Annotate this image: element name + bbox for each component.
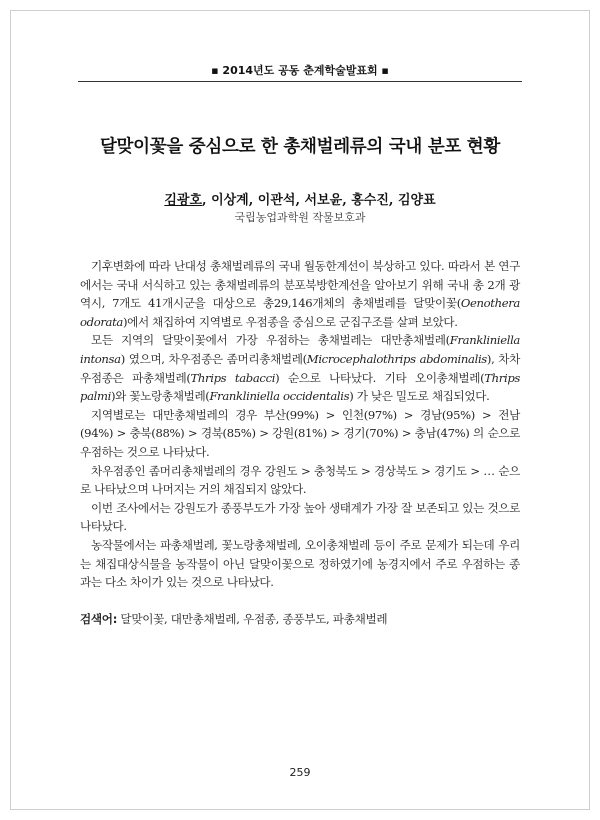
header-rule [78, 81, 522, 82]
scientific-name: Frankliniella intonsa [80, 333, 520, 366]
abstract-paragraph-4: 차우점종인 좀머리총채벌레의 경우 강원도 > 충청북도 > 경상북도 > 경기도 > … 순으로 나타났으며 나머지는 거의 채집되지 않았다. [80, 463, 520, 497]
scientific-name: Thrips tabacci [190, 370, 276, 385]
running-header: ▪ 2014년도 공동 춘계학술발표회 ▪ [211, 64, 389, 77]
abstract-paragraph-6: 농작물에서는 파총채벌레, 꽃노랑총채벌레, 오이총채벌레 등이 주로 문제가 되는데 우리는 채집대상식물을 농작물이 아닌 달맞이꽃으로 정하였기에 농경지에서 주로 우점하는 종과는 다소 차이가 있는 것으로 나타났다. [80, 537, 520, 590]
first-author: 김광호 [164, 193, 203, 208]
abstract-paragraph-5: 이번 조사에서는 강원도가 종풍부도가 가장 높아 생태계가 가장 잘 보존되고 있는 것으로 나타났다. [80, 500, 520, 534]
abstract-paragraph-2: 모든 지역의 달맞이꽃에서 가장 우점하는 총채벌레는 대만총채벌레(Frankliniella intonsa) 였으며, 차우점종은 좀머리총채벌레(Microcephalothrips abdominalis), 차차우점종은 파총채벌레(Thrips tabacci) 순으로 나타났다. 기타 오이총채벌레(Thrips palmi)와 꽃노랑총채벌레(Frankliniella occidentalis) 가 낮은 밀도로 채집되었다. [80, 333, 520, 404]
abstract-paragraph-1: 기후변화에 따라 난대성 총채벌레류의 국내 월동한계선이 북상하고 있다. 따라서 본 연구에서는 국내 서식하고 있는 총채벌레류의 분포북방한계선을 알아보기 위해 국내 총 2개 광역시, 7개도 41개시군을 대상으로 총29,146개체의 총채벌레를 달맞이꽃(Oenothera odorata)에서 채집하여 지역별로 우점종을 중심으로 군집구조를 살펴 보았다. [80, 259, 520, 329]
author-list [40, 189, 560, 208]
scientific-name: Oenothera odorata [80, 296, 520, 329]
abstract-body [80, 257, 520, 592]
keywords-label: 검색어: [80, 612, 118, 626]
scientific-name: Thrips palmi [80, 370, 520, 404]
keywords [80, 610, 520, 628]
paper-title: 달맞이꽃을 중심으로 한 총채벌레류의 국내 분포 현황 [99, 137, 501, 157]
affiliation: 국립농업과학원 작물보호과 [234, 211, 366, 224]
page-number: 259 [289, 766, 311, 779]
scientific-name: Frankliniella occidentalis [209, 389, 350, 404]
keywords-value: 달맞이꽃, 대만총채벌레, 우점종, 종풍부도, 파총채벌레 [117, 612, 388, 626]
scientific-name: Microcephalothrips abdominalis [306, 351, 487, 366]
co-authors: , 이상계, 이관석, 서보윤, 홍수진, 김양표 [202, 193, 436, 208]
abstract-paragraph-3: 지역별로는 대만총채벌레의 경우 부산(99%) > 인천(97%) > 경남(95%) > 전남(94%) > 충북(88%) > 경북(85%) > 강원(81%) > 경기(70%) > 충남(47%) 의 순으로 우점하는 것으로 나타났다. [80, 407, 520, 459]
